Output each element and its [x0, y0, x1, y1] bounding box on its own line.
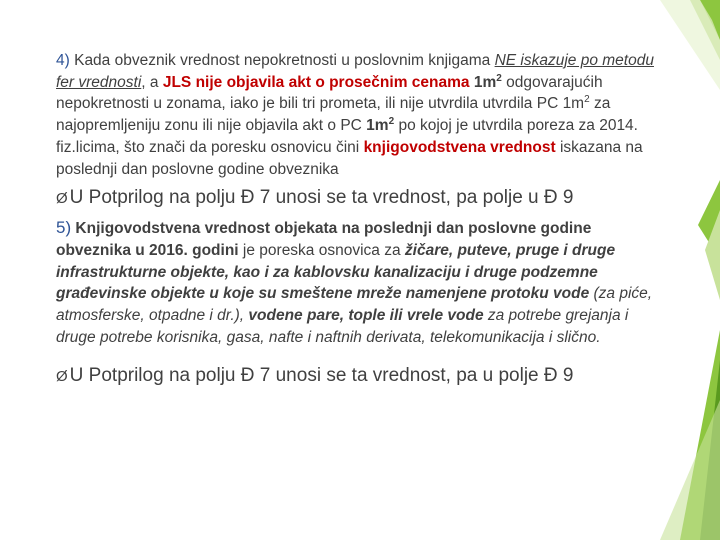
bold-text: Knjigovodstvena vrednost objekata na poslednji dan poslovne godine obveznika u 2016. godini — [56, 220, 592, 259]
bullet-item — [56, 186, 666, 211]
superscript: 2 — [584, 94, 590, 106]
arrow-bullet-icon: Ø — [56, 190, 68, 208]
italic-text: za potrebe grejanja i druge potrebe korisnika, gasa, nafte i naftnih derivata, telekomunikacija i slično. — [56, 307, 629, 346]
italic-text: (za piće, atmosferske, otpadne i dr.), — [56, 285, 653, 325]
superscript: 2 — [496, 72, 502, 84]
text-run: je poreska osnovica za — [238, 241, 405, 259]
arrow-bullet-icon: Ø — [56, 368, 68, 386]
red-bold-text: JLS nije objavila akt o prosečnim cenama — [162, 73, 470, 91]
slide-decoration — [660, 0, 720, 540]
bullet-text: U Potprilog na polju Đ 7 unosi se ta vrednost, pa polje u Đ 9 — [69, 187, 574, 209]
bullet-text: U Potprilog na polju Đ 7 unosi se ta vrednost, pa u polje Đ 9 — [69, 365, 574, 387]
text-run: po kojoj je utvrdila poreza za 2014. fiz.licima, što znači da poresku osnovicu čini — [56, 117, 638, 156]
text-run: odgovarajućih nepokretnosti u zonama, iako je bili tri prometa, ili nije utvrdila utvrdila PC 1m — [56, 73, 603, 113]
bold-text: 1m — [469, 73, 497, 91]
bold-italic-text: žičare, puteve, pruge i druge infrastrukturne objekte, kao i za kablovsku kanalizaciju i druge podzemne građevinske objekte u koje su smeštene mreže namenjene protoku vode — [56, 241, 616, 303]
decor-facet — [660, 400, 720, 540]
slide-content — [56, 50, 666, 389]
bullet-item — [56, 364, 666, 389]
text-run: iskazana na poslednji dan poslovne godine obveznika — [56, 138, 643, 178]
text-run: , a — [141, 73, 163, 91]
paragraph-5 — [56, 217, 666, 348]
item-number: 4) — [56, 52, 70, 69]
superscript: 2 — [388, 116, 395, 128]
text-run: Kada obveznik vrednost nepokretnosti u poslovnim knjigama — [69, 52, 495, 69]
paragraph-4 — [56, 50, 666, 180]
bold-text: 1m — [366, 117, 389, 135]
underlined-italic-text: NE iskazuje po metodu fer vrednosti — [56, 52, 654, 91]
text-run: za najopremljeniju zonu ili nije objavila akt o PC — [56, 95, 611, 135]
item-number: 5) — [56, 218, 72, 238]
bold-italic-text: vodene pare, tople ili vrele vode — [248, 307, 484, 325]
red-bold-text: knjigovodstvena vrednost — [363, 138, 556, 156]
